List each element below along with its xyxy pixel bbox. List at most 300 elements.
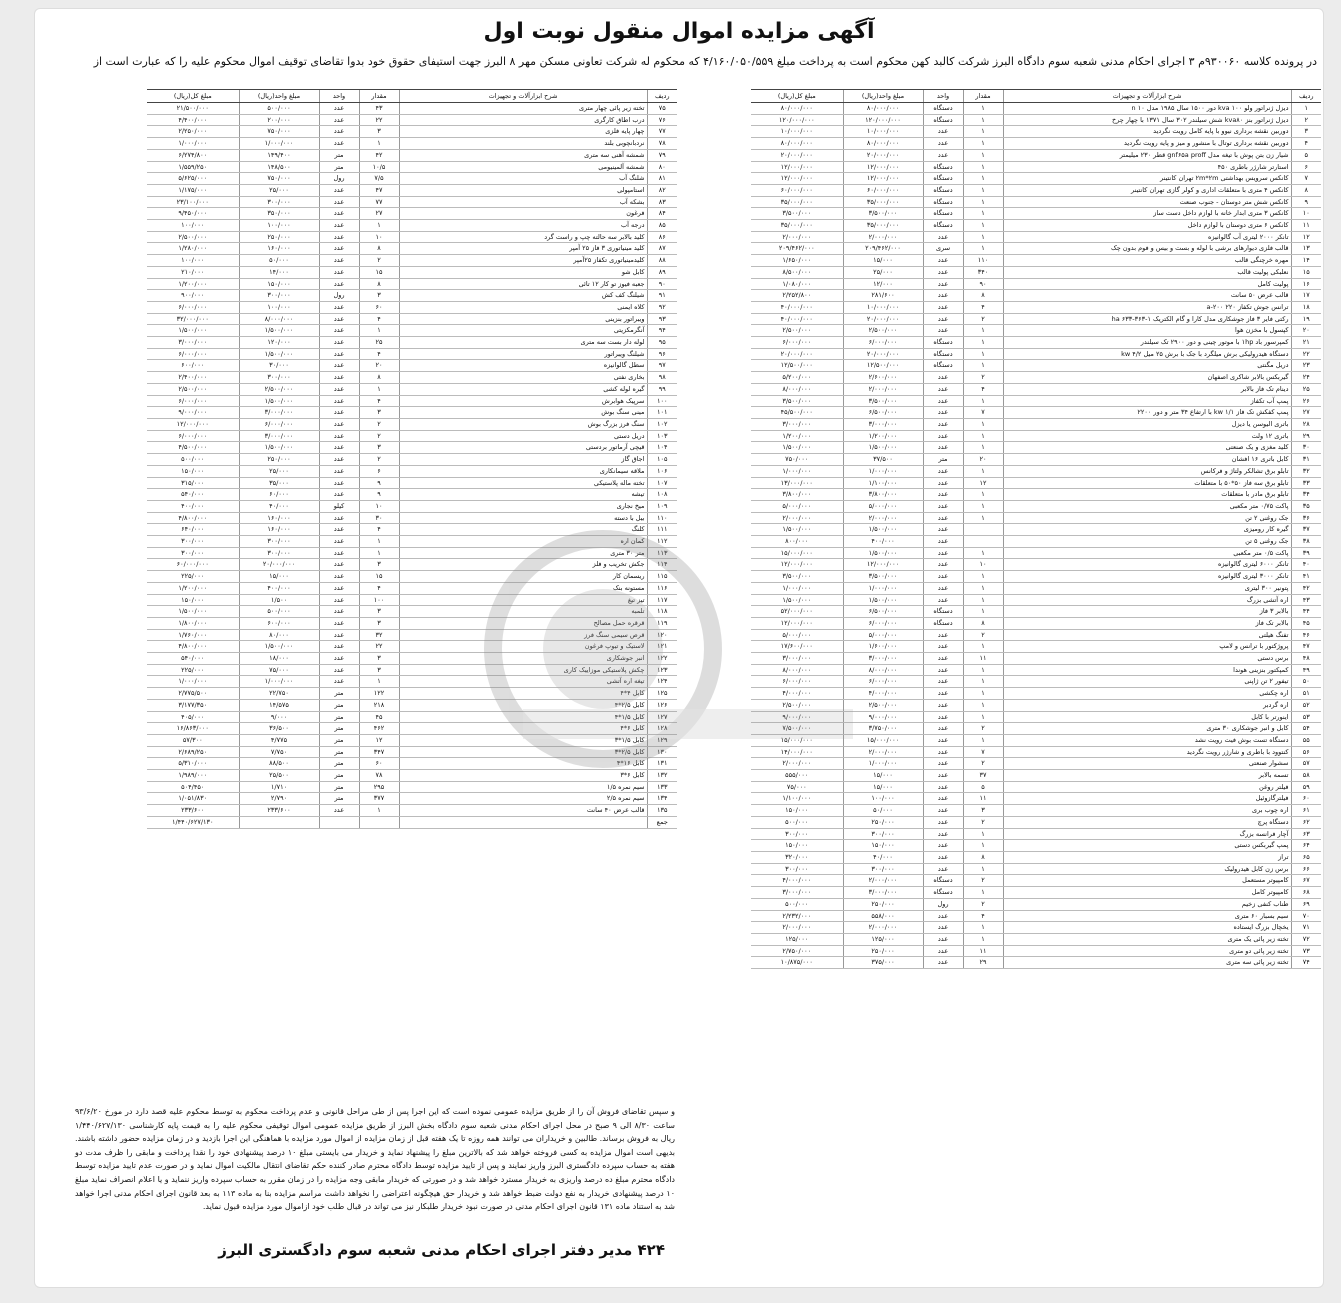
- cell-desc: کنتوود با باطری و شارژر رویت نگردید: [1003, 746, 1291, 758]
- cell-unit-price: ۷/۷۵۰: [239, 746, 319, 758]
- cell-radif: ۴: [1291, 138, 1321, 150]
- cell-radif: ۱۲۸: [647, 723, 677, 735]
- cell-meqdar: ۲۲: [359, 114, 399, 126]
- cell-radif: ۸۳: [647, 196, 677, 208]
- table-row: [751, 208, 1321, 220]
- table-row: [147, 559, 677, 571]
- cell-unit-price: ۵/۰۰۰/۰۰۰: [843, 500, 923, 512]
- cell-total: ۳۵/۰۰۰/۰۰۰: [751, 220, 843, 232]
- cell-unit: عدد: [319, 430, 359, 442]
- cell-total: ۱/۵۰۰/۰۰۰: [147, 325, 239, 337]
- cell-unit-price: ۲۵۰/۰۰۰: [843, 945, 923, 957]
- cell-unit-price: ۱۴۹/۴۰۰: [239, 149, 319, 161]
- cell-total: ۸۰/۰۰۰/۰۰۰: [751, 138, 843, 150]
- cell-unit: عدد: [923, 676, 963, 688]
- cell-meqdar: ۱: [963, 688, 1003, 700]
- cell-total: ۲/۵۰۰/۰۰۰: [751, 699, 843, 711]
- cell-meqdar: ۱: [963, 430, 1003, 442]
- cell-unit-price: ۲/۵۰۰/۰۰۰: [843, 699, 923, 711]
- cell-unit: عدد: [923, 910, 963, 922]
- table-row: [751, 594, 1321, 606]
- cell-radif: ۱۲۷: [647, 711, 677, 723]
- cell-total: ۶/۰۰۰/۰۰۰: [147, 301, 239, 313]
- cell-desc: کمان اره: [399, 536, 647, 548]
- cell-desc: باتری ۱۲ ولت: [1003, 430, 1291, 442]
- cell-desc: تیفور ۲ تن ژاپنی: [1003, 676, 1291, 688]
- cell-radif: ۱۲۳: [647, 664, 677, 676]
- cell-total: ۵۲/۰۰۰/۰۰۰: [751, 606, 843, 618]
- cell-unit-price: ۶/۰۰۰/۰۰۰: [843, 617, 923, 629]
- cell-unit-price: ۲/۵۰۰/۰۰۰: [843, 325, 923, 337]
- cell-unit-price: ۱۰/۰۰۰/۰۰۰: [843, 301, 923, 313]
- cell-unit-price: ۱۲۰/۰۰۰: [239, 337, 319, 349]
- cell-meqdar: ۱: [963, 231, 1003, 243]
- cell-total: ۱۲/۰۰۰/۰۰۰: [751, 617, 843, 629]
- cell-unit: عدد: [923, 278, 963, 290]
- cell-radif: ۱۰۹: [647, 500, 677, 512]
- cell-meqdar: ۹: [359, 489, 399, 501]
- cell-meqdar: ۲: [963, 898, 1003, 910]
- cell-desc: بشکه آب: [399, 196, 647, 208]
- cell-meqdar: ۹۰: [963, 278, 1003, 290]
- cell-total: ۲/۲۳۲/۰۰۰: [751, 910, 843, 922]
- table-row: [751, 887, 1321, 899]
- cell-meqdar: ۳: [359, 664, 399, 676]
- cell-meqdar: ۳: [359, 407, 399, 419]
- cell-unit: عدد: [319, 395, 359, 407]
- cell-radif: ۶۲: [1291, 816, 1321, 828]
- cell-total: ۵۴۰/۰۰۰: [147, 653, 239, 665]
- cell-unit-price: ۶۰/۰۰۰/۰۰۰: [843, 184, 923, 196]
- cell-desc: سنگ فرز بزرگ بوش: [399, 418, 647, 430]
- cell-desc: کابل ۶*۳: [399, 770, 647, 782]
- cell-radif: ۱۳: [1291, 243, 1321, 255]
- cell-desc: گیربکس بالابر شاکری اصفهان: [1003, 372, 1291, 384]
- cell-unit-price: ۳۷۵/۰۰۰: [843, 957, 923, 969]
- table-row: [147, 617, 677, 629]
- cell-radif: ۸۹: [647, 266, 677, 278]
- cell-meqdar: ۱: [963, 184, 1003, 196]
- cell-unit: متر: [319, 781, 359, 793]
- table-row: [751, 688, 1321, 700]
- sum-spacer: [319, 816, 359, 828]
- cell-meqdar: ۲: [359, 430, 399, 442]
- cell-unit-price: ۱۵/۰۰۰: [843, 255, 923, 267]
- cell-unit: عدد: [319, 664, 359, 676]
- table-row: [751, 103, 1321, 115]
- cell-total: ۴/۰۰۰/۰۰۰: [751, 688, 843, 700]
- cell-unit-price: ۴/۷۷۵: [239, 734, 319, 746]
- table-row: [751, 149, 1321, 161]
- cell-meqdar: ۱: [963, 500, 1003, 512]
- cell-radif: ۱۳۲: [647, 770, 677, 782]
- cell-unit: عدد: [319, 547, 359, 559]
- table-row: [751, 676, 1321, 688]
- cell-meqdar: ۴: [359, 582, 399, 594]
- cell-unit-price: ۲۵۰/۰۰۰: [239, 454, 319, 466]
- table-row: [147, 477, 677, 489]
- cell-total: ۱۰۰/۰۰۰: [147, 220, 239, 232]
- table-row: [147, 664, 677, 676]
- cell-radif: ۱۸: [1291, 301, 1321, 313]
- cell-total: ۲/۷۵۰/۰۰۰: [751, 945, 843, 957]
- cell-unit-price: ۳۰۰/۰۰۰: [843, 828, 923, 840]
- cell-meqdar: ۱: [963, 734, 1003, 746]
- cell-desc: سیم بسبار ۶۰ متری: [1003, 910, 1291, 922]
- cell-unit: عدد: [319, 114, 359, 126]
- cell-unit-price: ۲۵/۵۰۰: [239, 770, 319, 782]
- cell-unit: عدد: [319, 676, 359, 688]
- cell-unit: سری: [923, 243, 963, 255]
- cell-meqdar: ۱: [963, 348, 1003, 360]
- cell-desc: تیشه: [399, 489, 647, 501]
- cell-desc: کابل ۱۶*۴: [399, 758, 647, 770]
- cell-unit-price: ۱۶۰/۰۰۰: [239, 243, 319, 255]
- table-row: [751, 863, 1321, 875]
- cell-total: ۵/۶۲۵/۰۰۰: [147, 173, 239, 185]
- cell-meqdar: ۱: [963, 114, 1003, 126]
- cell-unit-price: ۳۷/۵۰۰: [843, 454, 923, 466]
- cell-unit: عدد: [319, 536, 359, 548]
- cell-unit: رول: [923, 898, 963, 910]
- cell-unit-price: ۱۴۸/۵۰۰: [239, 161, 319, 173]
- table-row: [751, 512, 1321, 524]
- cell-meqdar: ۱۱۰: [963, 255, 1003, 267]
- cell-meqdar: ۴: [963, 910, 1003, 922]
- table-row: [751, 898, 1321, 910]
- table-row: [147, 524, 677, 536]
- cell-radif: ۹۶: [647, 348, 677, 360]
- cell-radif: ۱۲۲: [647, 653, 677, 665]
- cell-radif: ۴۸: [1291, 653, 1321, 665]
- cell-radif: ۲۰: [1291, 325, 1321, 337]
- table-row: [147, 500, 677, 512]
- cell-unit: عدد: [923, 594, 963, 606]
- cell-desc: شلنگ آب: [399, 173, 647, 185]
- cell-unit: عدد: [923, 126, 963, 138]
- cell-meqdar: ۳: [359, 559, 399, 571]
- cell-radif: ۱۱۶: [647, 582, 677, 594]
- cell-total: ۲۰/۰۰۰/۰۰۰: [751, 348, 843, 360]
- cell-desc: میخ نجاری: [399, 500, 647, 512]
- cell-radif: ۱۱۷: [647, 594, 677, 606]
- cell-desc: فیلترگازوئیل: [1003, 793, 1291, 805]
- cell-meqdar: ۴۳: [359, 103, 399, 115]
- cell-radif: ۹: [1291, 196, 1321, 208]
- cell-radif: ۳۲: [1291, 465, 1321, 477]
- cell-unit-price: ۷۵۰/۰۰۰: [239, 126, 319, 138]
- cell-total: ۳/۰۰۰/۰۰۰: [147, 337, 239, 349]
- cell-unit: عدد: [923, 711, 963, 723]
- cell-radif: ۱۹: [1291, 313, 1321, 325]
- cell-radif: ۱۰: [1291, 208, 1321, 220]
- cell-radif: ۶۱: [1291, 805, 1321, 817]
- table-row: [751, 617, 1321, 629]
- cell-meqdar: ۳: [359, 442, 399, 454]
- cell-total: ۴۵/۵۰۰/۰۰۰: [751, 407, 843, 419]
- cell-unit: عدد: [923, 500, 963, 512]
- cell-radif: ۱۲۰: [647, 629, 677, 641]
- cell-total: ۹/۰۰۰/۰۰۰: [751, 711, 843, 723]
- table-row: [147, 454, 677, 466]
- table-row: [147, 442, 677, 454]
- table-row: [147, 641, 677, 653]
- cell-meqdar: ۲۰: [963, 454, 1003, 466]
- cell-meqdar: ۲: [963, 629, 1003, 641]
- cell-unit-price: ۹/۰۰۰: [239, 711, 319, 723]
- cell-radif: ۹۰: [647, 278, 677, 290]
- cell-radif: ۲۹: [1291, 430, 1321, 442]
- cell-total: ۶/۰۰۰/۰۰۰: [147, 395, 239, 407]
- table-row: [147, 184, 677, 196]
- cell-desc: ترانس جوش تکفاز ۲۲۰ a-۲۰۰: [1003, 301, 1291, 313]
- cell-unit: عدد: [923, 149, 963, 161]
- cell-meqdar: ۱: [963, 606, 1003, 618]
- cell-meqdar: ۸: [359, 278, 399, 290]
- cell-desc: سیم نمره ۲/۵: [399, 793, 647, 805]
- cell-meqdar: ۳۴۷: [359, 746, 399, 758]
- cell-unit-price: ۴/۰۰۰/۰۰۰: [843, 688, 923, 700]
- cell-unit: عدد: [319, 255, 359, 267]
- cell-total: ۱/۰۰۰/۰۰۰: [751, 582, 843, 594]
- cell-radif: ۱۰۰: [647, 395, 677, 407]
- cell-unit: عدد: [319, 582, 359, 594]
- cell-desc: قالب عرض ۴۰ سانت: [399, 805, 647, 817]
- cell-total: ۴/۸۰۰/۰۰۰: [147, 641, 239, 653]
- cell-unit: عدد: [923, 255, 963, 267]
- cell-radif: ۱۱۰: [647, 512, 677, 524]
- table-row: [751, 243, 1321, 255]
- cell-total: ۸۰/۰۰۰/۰۰۰: [751, 103, 843, 115]
- table-row: [751, 816, 1321, 828]
- cell-desc: دستگاه تست بوش فیت رویت نشد: [1003, 734, 1291, 746]
- cell-unit-price: ۲/۰۰۰/۰۰۰: [843, 746, 923, 758]
- cell-unit: عدد: [923, 536, 963, 548]
- cell-unit-price: ۳۰۰/۰۰۰: [239, 290, 319, 302]
- cell-unit-price: ۳۵/۰۰۰/۰۰۰: [843, 220, 923, 232]
- cell-total: ۴۰/۰۰۰/۰۰۰: [751, 301, 843, 313]
- cell-radif: ۴۷: [1291, 641, 1321, 653]
- cell-radif: ۴۴: [1291, 606, 1321, 618]
- cell-unit-price: ۳۶/۵۰۰: [239, 723, 319, 735]
- table-row: [147, 629, 677, 641]
- cell-radif: ۹۱: [647, 290, 677, 302]
- cell-desc: لاستیک و تیوپ فرغون: [399, 641, 647, 653]
- cell-unit: عدد: [319, 138, 359, 150]
- cell-radif: ۷: [1291, 173, 1321, 185]
- cell-meqdar: ۱: [963, 337, 1003, 349]
- cell-unit-price: ۱۰۰/۰۰۰: [843, 793, 923, 805]
- cell-meqdar: ۱۰/۵: [359, 161, 399, 173]
- cell-desc: کابل ۲/۵*۴: [399, 699, 647, 711]
- cell-unit-price: ۱/۵۰۰: [239, 594, 319, 606]
- cell-total: ۱۷/۶۰۰/۰۰۰: [751, 641, 843, 653]
- cell-unit-price: ۲۵/۰۰۰: [239, 465, 319, 477]
- cell-total: ۱/۷۶۰/۰۰۰: [147, 629, 239, 641]
- cell-unit-price: ۳/۰۰۰/۰۰۰: [239, 407, 319, 419]
- table-row: [147, 337, 677, 349]
- cell-total: ۲/۰۰۰/۰۰۰: [751, 512, 843, 524]
- cell-desc: دستگاه هیدرولیکی برش میلگرد با جک با برش ۲۵ میل ۴/۲ kw: [1003, 348, 1291, 360]
- cell-radif: ۵۰: [1291, 676, 1321, 688]
- cell-radif: ۲۵: [1291, 383, 1321, 395]
- cell-desc: فیلتر روغن: [1003, 781, 1291, 793]
- cell-radif: ۹۵: [647, 337, 677, 349]
- cell-unit-price: ۸/۰۰۰/۰۰۰: [239, 313, 319, 325]
- cell-meqdar: ۱: [359, 676, 399, 688]
- cell-total: ۲/۰۰۰/۰۰۰: [751, 758, 843, 770]
- cell-unit: رول: [319, 290, 359, 302]
- cell-unit: عدد: [923, 383, 963, 395]
- cell-unit-price: ۱۲/۰۰۰: [843, 278, 923, 290]
- cell-total: ۲/۵۰۰/۰۰۰: [147, 383, 239, 395]
- cell-total: ۵۰۰/۰۰۰: [751, 898, 843, 910]
- table-row: [751, 711, 1321, 723]
- cell-total: ۶/۰۰۰/۰۰۰: [751, 676, 843, 688]
- cell-total: ۱۲/۰۰۰/۰۰۰: [751, 559, 843, 571]
- cell-radif: ۵۸: [1291, 770, 1321, 782]
- cell-meqdar: ۱: [963, 220, 1003, 232]
- table-row: [751, 372, 1321, 384]
- cell-radif: ۲۶: [1291, 395, 1321, 407]
- cell-unit: عدد: [923, 852, 963, 864]
- table-row: [147, 126, 677, 138]
- table-row: [147, 103, 677, 115]
- header-desc: شرح ابزارآلات و تجهیزات: [399, 90, 647, 103]
- header-meqdar: مقدار: [359, 90, 399, 103]
- cell-unit: عدد: [923, 734, 963, 746]
- cell-unit-price: ۱۵/۰۰۰: [843, 770, 923, 782]
- items-table-left-body: [147, 103, 677, 817]
- cell-desc: قالب فلزی دیوارهای برشی با لوله و بست و بیس و فوم بدون چک: [1003, 243, 1291, 255]
- cell-unit-price: ۳۰۰/۰۰۰: [843, 863, 923, 875]
- cell-unit: عدد: [923, 933, 963, 945]
- table-row: [751, 746, 1321, 758]
- cell-meqdar: ۳۲: [359, 629, 399, 641]
- cell-total: ۱/۶۵۰/۰۰۰: [751, 255, 843, 267]
- table-row: [147, 571, 677, 583]
- cell-total: ۶/۰۰۰/۰۰۰: [147, 430, 239, 442]
- cell-unit: عدد: [923, 138, 963, 150]
- cell-unit: عدد: [319, 103, 359, 115]
- cell-desc: دوربین نقشه برداری توتال با منشور و میز و پایه رویت نگردید: [1003, 138, 1291, 150]
- cell-unit-price: ۲۵۰/۰۰۰: [843, 898, 923, 910]
- header-meqdar: مقدار: [963, 90, 1003, 103]
- cell-unit: عدد: [319, 594, 359, 606]
- cell-unit-price: ۲/۰۰۰/۰۰۰: [843, 922, 923, 934]
- cell-unit: عدد: [923, 641, 963, 653]
- cell-unit: عدد: [923, 758, 963, 770]
- cell-radif: ۹۳: [647, 313, 677, 325]
- cell-unit: عدد: [319, 418, 359, 430]
- cell-unit: عدد: [923, 477, 963, 489]
- table-row: [751, 723, 1321, 735]
- cell-desc: گیره لوله کشی: [399, 383, 647, 395]
- cell-desc: پاکت ۰/۷۵ متر مکعبی: [1003, 500, 1291, 512]
- cell-unit-price: ۱/۲۰۰/۰۰۰: [843, 430, 923, 442]
- cell-desc: تخته زیر پائی یک متری: [1003, 933, 1291, 945]
- cell-unit-price: ۱۵/۰۰۰/۰۰۰: [843, 734, 923, 746]
- table-row: [751, 266, 1321, 278]
- cell-unit: عدد: [923, 266, 963, 278]
- cell-desc: فرغون: [399, 208, 647, 220]
- cell-unit-price: ۲۳۳/۶۰۰: [239, 805, 319, 817]
- table-row: [751, 477, 1321, 489]
- cell-unit: رول: [319, 173, 359, 185]
- table-row: [147, 407, 677, 419]
- cell-desc: چکش پلاستیکی موزاییک کاری: [399, 664, 647, 676]
- cell-radif: ۵۴: [1291, 723, 1321, 735]
- table-row: [751, 161, 1321, 173]
- table-row: [147, 208, 677, 220]
- cell-unit-price: ۱/۰۰۰/۰۰۰: [843, 582, 923, 594]
- cell-radif: ۴۱: [1291, 571, 1321, 583]
- cell-total: ۲/۶۸۹/۲۵۰: [147, 746, 239, 758]
- cell-meqdar: ۱۲۲: [359, 688, 399, 700]
- table-row: [751, 699, 1321, 711]
- cell-radif: ۷۴: [1291, 957, 1321, 969]
- cell-unit-price: ۳۵/۰۰۰: [239, 477, 319, 489]
- cell-radif: ۲۳: [1291, 360, 1321, 372]
- cell-total: ۱۲/۵۰۰/۰۰۰: [751, 360, 843, 372]
- cell-unit: عدد: [923, 945, 963, 957]
- cell-radif: ۱: [1291, 103, 1321, 115]
- cell-unit: دستگاه: [923, 161, 963, 173]
- cell-radif: ۸۰: [647, 161, 677, 173]
- cell-unit: عدد: [319, 805, 359, 817]
- cell-desc: کلاه ایمنی: [399, 301, 647, 313]
- cell-desc: تابلو برق مادر با متعلقات: [1003, 489, 1291, 501]
- cell-meqdar: ۱: [359, 325, 399, 337]
- cell-meqdar: ۱: [963, 325, 1003, 337]
- cell-unit-price: ۱/۵۰۰/۰۰۰: [239, 641, 319, 653]
- cell-radif: ۵۱: [1291, 688, 1321, 700]
- cell-unit-price: ۳/۵۰۰/۰۰۰: [843, 395, 923, 407]
- cell-desc: تابلو برق سه فاز ۵۰*۵۰ با متعلقات: [1003, 477, 1291, 489]
- cell-radif: ۴۵: [1291, 617, 1321, 629]
- cell-unit: عدد: [319, 348, 359, 360]
- cell-total: ۳/۸۰۰/۰۰۰: [751, 489, 843, 501]
- cell-total: ۱/۵۰۰/۰۰۰: [147, 606, 239, 618]
- table-row: [751, 910, 1321, 922]
- cell-meqdar: ۳: [359, 126, 399, 138]
- cell-meqdar: ۱: [963, 664, 1003, 676]
- cell-meqdar: ۴۲: [359, 149, 399, 161]
- cell-radif: ۴۶: [1291, 629, 1321, 641]
- cell-meqdar: ۱: [963, 489, 1003, 501]
- cell-total: ۱/۰۰۰/۰۰۰: [147, 676, 239, 688]
- cell-desc: بیل با دسته: [399, 512, 647, 524]
- cell-meqdar: ۲: [359, 418, 399, 430]
- cell-desc: سطل گالوانیزه: [399, 360, 647, 372]
- table-row: [147, 594, 677, 606]
- cell-unit: عدد: [923, 828, 963, 840]
- table-row: [147, 278, 677, 290]
- table-row: [751, 196, 1321, 208]
- cell-total: ۱/۹۸۹/۰۰۰: [147, 770, 239, 782]
- table-row: [147, 301, 677, 313]
- cell-radif: ۱۱۲: [647, 536, 677, 548]
- cell-meqdar: ۱: [963, 360, 1003, 372]
- cell-radif: ۶۸: [1291, 887, 1321, 899]
- cell-total: ۵/۳۱۰/۰۰۰: [147, 758, 239, 770]
- cell-total: ۴/۴۰۰/۰۰۰: [147, 114, 239, 126]
- cell-unit: عدد: [319, 524, 359, 536]
- cell-desc: کانکس سرویس بهداشتی ۲m*۲m تهران کانتینر: [1003, 173, 1291, 185]
- cell-unit-price: ۱۰۰/۰۰۰: [239, 220, 319, 232]
- cell-unit: دستگاه: [923, 875, 963, 887]
- cell-unit-price: ۱۲۵/۰۰۰: [843, 933, 923, 945]
